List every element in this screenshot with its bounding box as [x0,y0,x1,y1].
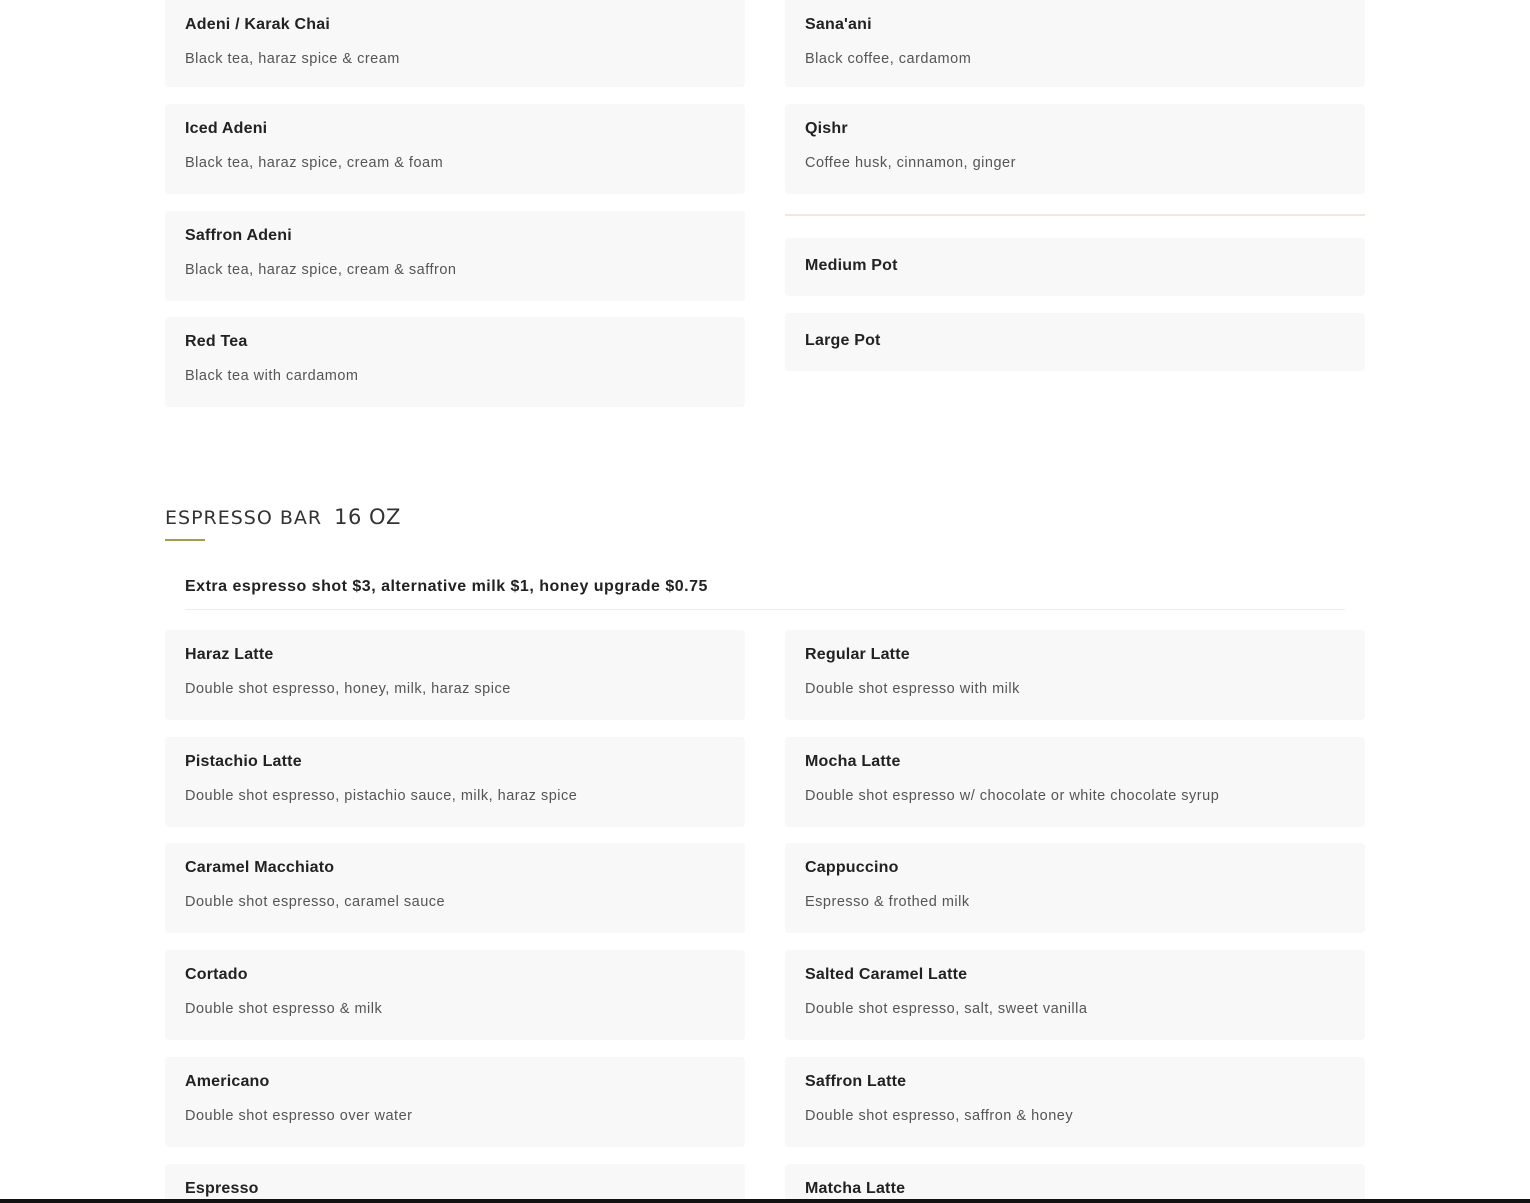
menu-item-name: Adeni / Karak Chai [185,16,330,33]
menu-item-description: Double shot espresso w/ chocolate or white chocolate syrup [805,788,1220,804]
menu-item-card [165,950,745,1040]
note-divider [185,609,1345,610]
section-title-underline [165,539,205,541]
menu-item-card [785,843,1365,933]
menu-item-name: Sana'ani [805,16,872,33]
menu-item-card [165,211,745,301]
menu-item-description: Double shot espresso with milk [805,681,1020,697]
menu-item-name: Saffron Latte [805,1073,907,1090]
menu-item-description: Double shot espresso, caramel sauce [185,894,446,910]
menu-item-name: Salted Caramel Latte [805,966,968,983]
menu-item-card [165,1057,745,1147]
menu-item-description: Black tea, haraz spice & cream [185,51,400,67]
menu-item-description: Double shot espresso, honey, milk, haraz spice [185,681,511,697]
menu-item-description: Double shot espresso, pistachio sauce, milk, haraz spice [185,788,578,804]
menu-item-description: Double shot espresso & milk [185,1001,383,1017]
menu-item-name: Cappuccino [805,859,899,876]
menu-item-name: Saffron Adeni [185,227,292,244]
section-divider [785,214,1365,216]
menu-item-name: Caramel Macchiato [185,859,335,876]
section-title-text: ESPRESSO BAR [165,507,323,529]
menu-item-name: Mocha Latte [805,753,901,770]
menu-item-name: Medium Pot [805,257,898,274]
menu-item-description: Double shot espresso, saffron & honey [805,1108,1074,1124]
menu-item-description: Double shot espresso over water [185,1108,413,1124]
menu-item-card [785,1057,1365,1147]
menu-item-card [785,238,1365,296]
section-size-label: 16 OZ [334,505,401,529]
menu-item-card [785,104,1365,194]
menu-item-description: Espresso & frothed milk [805,894,970,910]
menu-item-card [165,0,745,87]
menu-item-name: Regular Latte [805,646,910,663]
menu-item-card [165,104,745,194]
menu-item-description: Coffee husk, cinnamon, ginger [805,155,1016,171]
menu-item-description: Black tea with cardamom [185,368,359,384]
bottom-edge-bar [0,1199,1530,1203]
menu-item-name: Matcha Latte [805,1180,906,1197]
menu-item-card [785,1164,1365,1203]
section-title [165,505,401,529]
menu-item-name: Haraz Latte [185,646,274,663]
menu-item-description: Black tea, haraz spice, cream & saffron [185,262,457,278]
menu-item-card [785,0,1365,87]
menu-item-name: Red Tea [185,333,248,350]
menu-item-name: Americano [185,1073,270,1090]
menu-item-name: Pistachio Latte [185,753,302,770]
menu-item-description: Double shot espresso, salt, sweet vanilla [805,1001,1088,1017]
menu-item-card [785,313,1365,371]
menu-item-card [165,737,745,827]
menu-item-card [165,1164,745,1203]
menu-item-card [165,317,745,407]
menu-item-name: Espresso [185,1180,259,1197]
menu-item-card [785,737,1365,827]
menu-item-card [785,950,1365,1040]
menu-item-name: Qishr [805,120,848,137]
section-note: Extra espresso shot $3, alternative milk $1, honey upgrade $0.75 [185,578,708,595]
menu-item-name: Iced Adeni [185,120,268,137]
menu-item-card [785,630,1365,720]
menu-item-name: Large Pot [805,332,881,349]
menu-item-card [165,843,745,933]
menu-item-description: Black coffee, cardamom [805,51,972,67]
menu-item-card [165,630,745,720]
menu-item-name: Cortado [185,966,248,983]
menu-item-description: Black tea, haraz spice, cream & foam [185,155,444,171]
